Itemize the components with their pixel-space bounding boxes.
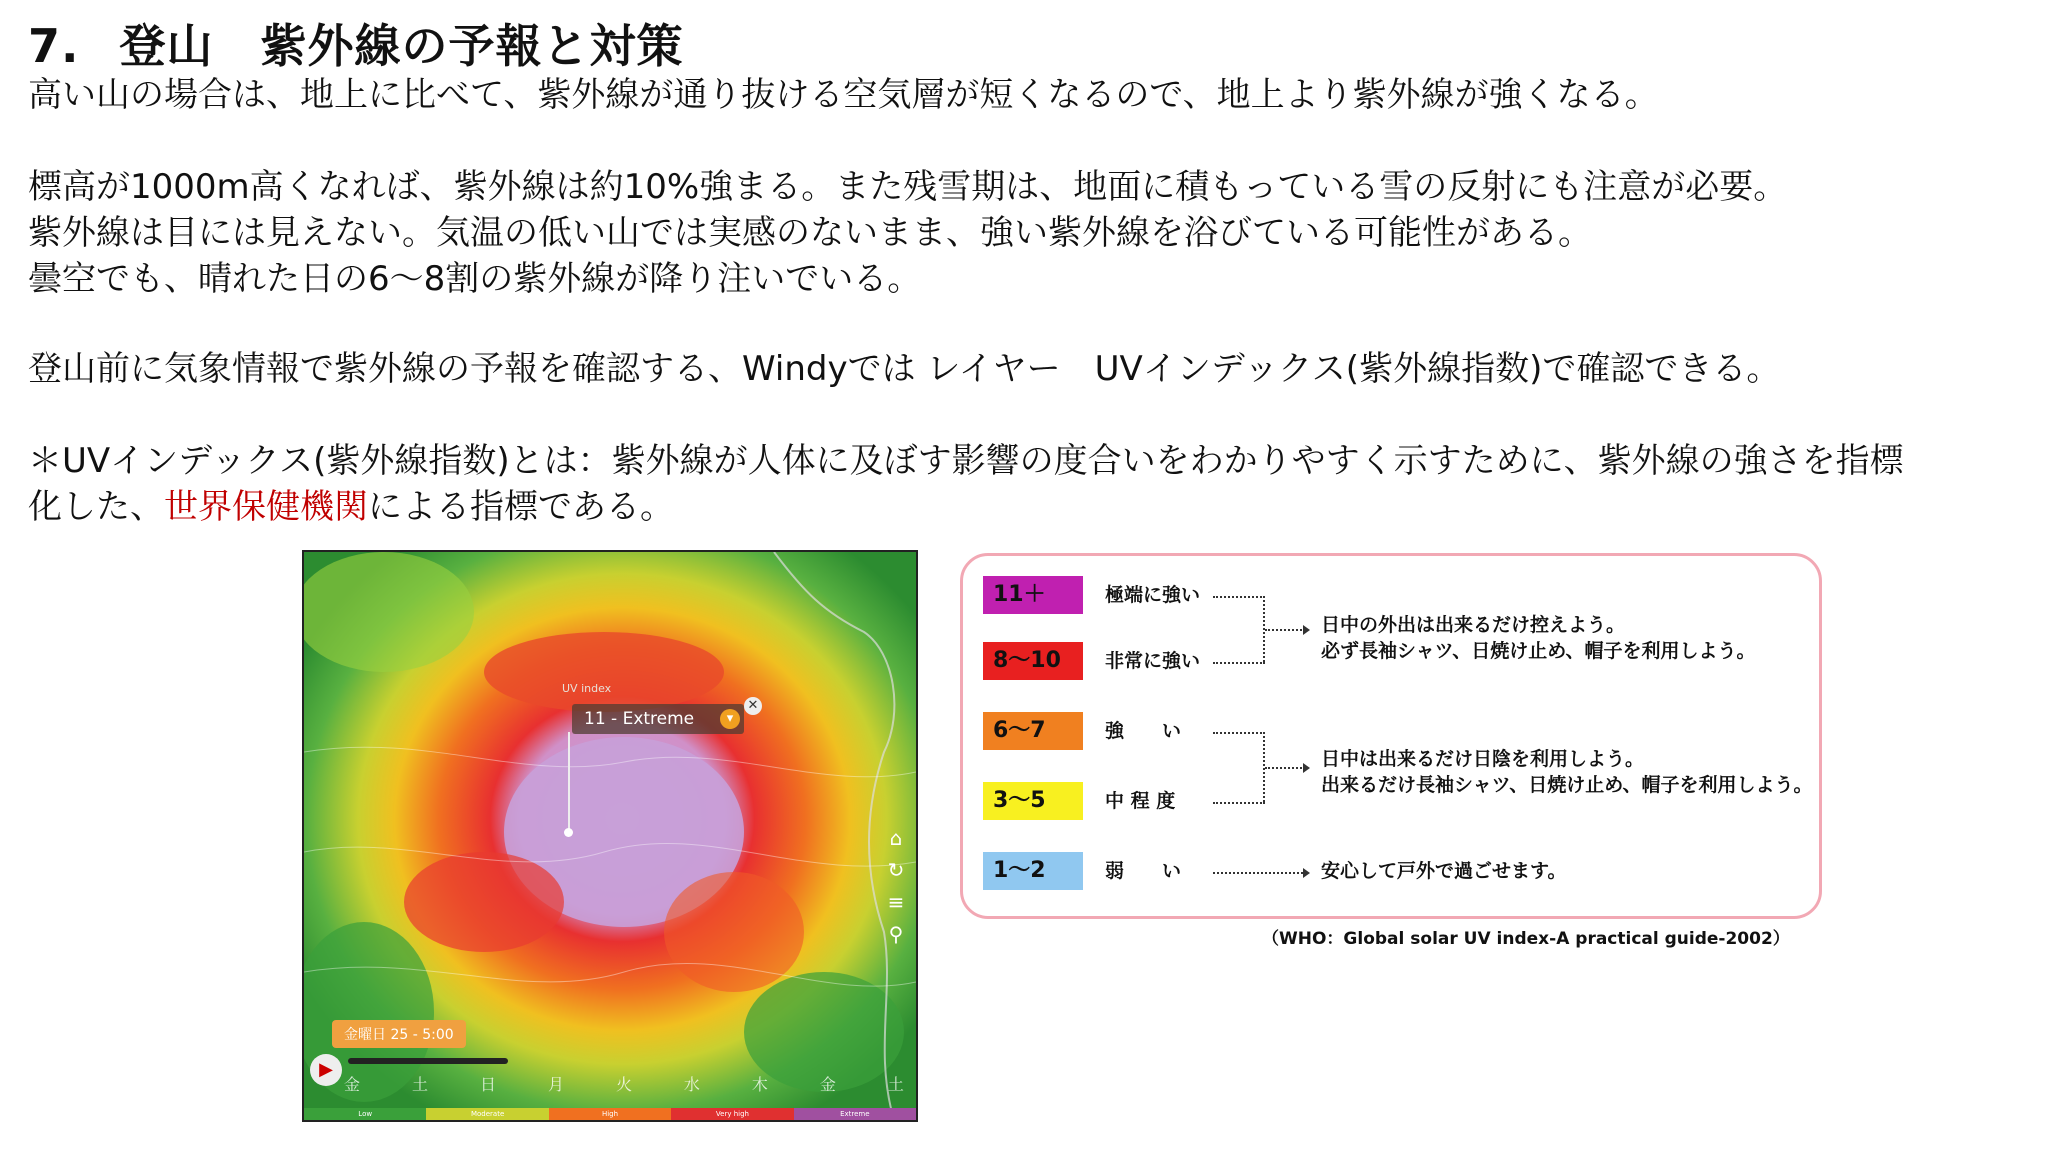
- source-caption: （WHO：Global solar UV index-A practical guide-2002）: [1262, 929, 1790, 949]
- day-label[interactable]: 月: [547, 1075, 564, 1094]
- connector: [1213, 872, 1303, 874]
- uv-level-desc: 強 い: [1105, 720, 1182, 742]
- arrow-icon: [1303, 625, 1310, 635]
- uv-level-desc: 弱 い: [1105, 860, 1182, 882]
- uv-level-desc: 極端に強い: [1105, 584, 1201, 606]
- uv-index-table: [960, 553, 1822, 919]
- uv-level-desc: 中 程 度: [1105, 790, 1176, 812]
- connector: [1213, 662, 1265, 664]
- paragraph-7: [28, 484, 674, 530]
- day-label[interactable]: 木: [751, 1075, 768, 1094]
- date-badge: 金曜日 25 - 5:00: [332, 1020, 466, 1048]
- home-icon[interactable]: ⌂: [889, 826, 903, 850]
- legend-very-high: Very high: [671, 1108, 793, 1120]
- who-link-text: 世界保健機関: [164, 487, 368, 527]
- paragraph-1: 高い山の場合は、地上に比べて、紫外線が通り抜ける空気層が短くなるので、地上より紫外線が強くなる。: [28, 75, 1659, 115]
- arrow-icon: [1303, 868, 1310, 878]
- day-label[interactable]: 土: [887, 1075, 904, 1094]
- heading-text: 登山 紫外線の予報と対策: [119, 19, 684, 73]
- page-title: [28, 10, 723, 76]
- uv-level-desc: 非常に強い: [1105, 650, 1201, 672]
- paragraph-2: 標高が1000m高くなれば、紫外線は約10%強まる。また残雪期は、地面に積もっている雪の反射にも注意が必要。: [28, 167, 1788, 207]
- windy-uv-map[interactable]: [302, 550, 918, 1122]
- menu-icon[interactable]: ≡: [887, 890, 905, 914]
- paragraph-4: 曇空でも、晴れた日の6～8割の紫外線が降り注いでいる。: [28, 259, 922, 299]
- day-label[interactable]: 金: [344, 1075, 361, 1094]
- legend-high: High: [549, 1108, 671, 1120]
- connector: [1213, 732, 1265, 734]
- uv-legend-bar: [304, 1108, 916, 1120]
- chevron-down-icon[interactable]: ▾: [720, 709, 740, 729]
- paragraph-3: 紫外線は目には見えない。気温の低い山では実感のないまま、強い紫外線を浴びている可能性がある。: [28, 213, 1592, 253]
- advice-text: 必ず長袖シャツ、日焼け止め、帽子を利用しよう。: [1321, 640, 1756, 662]
- uv-level-badge: 11＋: [983, 576, 1083, 614]
- advice-text: 日中は出来るだけ日陰を利用しよう。: [1321, 748, 1645, 770]
- uv-level-badge: 6～7: [983, 712, 1083, 750]
- play-button[interactable]: ▶: [310, 1054, 342, 1086]
- refresh-icon[interactable]: ↻: [887, 858, 905, 882]
- connector: [1265, 629, 1305, 631]
- paragraph-5: 登山前に気象情報で紫外線の予報を確認する、Windyでは レイヤー UVインデックス(紫外線指数)で確認できる。: [28, 349, 1781, 389]
- legend-extreme: Extreme: [794, 1108, 916, 1120]
- uv-level-badge: 8～10: [983, 642, 1083, 680]
- day-strip: [344, 1072, 904, 1096]
- advice-text: 日中の外出は出来るだけ控えよう。: [1321, 614, 1626, 636]
- paragraph-7-post: による指標である。: [368, 487, 674, 527]
- arrow-icon: [1303, 763, 1310, 773]
- timeline-slider[interactable]: [348, 1058, 508, 1064]
- connector: [1213, 596, 1265, 598]
- heading-number: 7.: [28, 19, 80, 73]
- uv-level-badge: 1～2: [983, 852, 1083, 890]
- day-label[interactable]: 日: [479, 1075, 496, 1094]
- tooltip-label: UV index: [562, 682, 612, 695]
- uv-tooltip[interactable]: [572, 704, 744, 734]
- pin-marker[interactable]: [564, 828, 573, 837]
- connector: [1265, 767, 1305, 769]
- connector: [1213, 802, 1265, 804]
- advice-text: 安心して戸外で過ごせます。: [1321, 860, 1567, 882]
- legend-moderate: Moderate: [426, 1108, 548, 1120]
- day-label[interactable]: 金: [819, 1075, 836, 1094]
- day-label[interactable]: 火: [615, 1075, 632, 1094]
- advice-text: 出来るだけ長袖シャツ、日焼け止め、帽子を利用しよう。: [1321, 774, 1813, 796]
- search-icon[interactable]: ⚲: [888, 922, 904, 946]
- close-icon[interactable]: ✕: [744, 697, 762, 715]
- legend-low: Low: [304, 1108, 426, 1120]
- paragraph-7-pre: 化した、: [28, 487, 164, 527]
- tooltip-value: 11 - Extreme: [584, 709, 695, 729]
- day-label[interactable]: 水: [683, 1075, 700, 1094]
- paragraph-6: ＊UVインデックス(紫外線指数)とは：紫外線が人体に及ぼす影響の度合いをわかりやすく示すために、紫外線の強さを指標: [28, 441, 1904, 481]
- day-label[interactable]: 土: [411, 1075, 428, 1094]
- uv-level-badge: 3～5: [983, 782, 1083, 820]
- pin-line: [568, 732, 570, 832]
